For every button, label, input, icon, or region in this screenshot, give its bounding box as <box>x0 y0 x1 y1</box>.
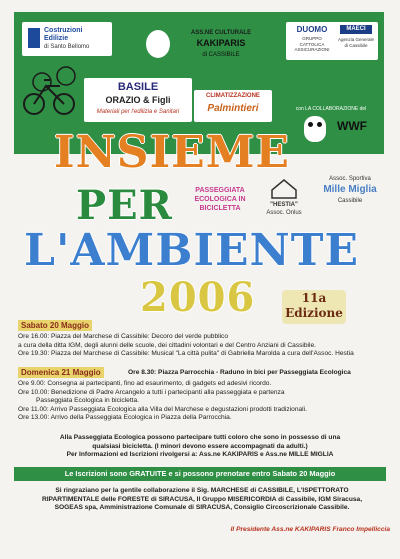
bicycles-icon <box>20 60 82 118</box>
duomo-sub1: GRUPPO CATTOLICA ASSICURAZIONI <box>294 36 330 52</box>
palmintieri-line1: CLIMATIZZAZIONE <box>206 93 260 99</box>
notes-line1: Alla Passeggiata Ecologica possono partecipare tutti coloro che sono in possesso di una <box>59 434 341 441</box>
title-line2: PER <box>76 182 173 229</box>
costruzioni-line2: Edilizie <box>44 35 69 42</box>
duomo-sub2: Agenzia Generale di Cassibile <box>337 37 375 48</box>
basile-logo <box>84 78 192 122</box>
day2-list <box>18 380 388 423</box>
day2-first: Ore 8.30: Piazza Parrocchia - Raduno in bici per Passeggiata Ecologica <box>128 369 351 376</box>
notes-line2: qualsiasi bicicletta. (I minori devono essere accompagnati da adulti.) <box>92 442 308 450</box>
kakiparis-line3: di CASSIBILE <box>202 52 240 58</box>
duomo-brand: DUOMO <box>296 25 328 34</box>
registration-banner: Le Iscrizioni sono GRATUITE e si possono prenotare entro Sabato 20 Maggio <box>14 467 386 481</box>
house-icon <box>270 178 298 200</box>
thanks-line1: Si ringraziano per la gentile collaborazione il Sig. MARCHESE di CASSIBILE, L'ISPETTORATO <box>55 487 349 494</box>
miglia-line3: Cassibile <box>337 198 363 204</box>
ce-mark-icon <box>28 28 40 48</box>
wwf-name: WWF <box>337 119 367 133</box>
subtitle <box>180 186 260 213</box>
costruzioni-line1: Costruzioni <box>44 27 83 34</box>
hestia-logo <box>258 178 310 220</box>
kakiparis-line1: ASS.NE CULTURALE <box>190 30 252 36</box>
kakiparis-logo <box>146 28 266 66</box>
subtitle-line1: PASSEGGIATA <box>195 187 245 194</box>
day1-badge: Sabato 20 Maggio <box>18 320 92 331</box>
signature: Il Presidente Ass.ne KAKIPARIS Franco Impelliccia <box>230 526 390 533</box>
day2-item: Ore 10.00: Benedizione di Padre Arcangelo a tutti i partecipanti alla passeggiata e partenza <box>18 388 285 396</box>
basile-line2: ORAZIO & Figli <box>105 95 171 105</box>
thanks-line2: RIPARTIMENTALE delle FORESTE di SIRACUSA, Il Gruppo MISERICORDIA di Cassibile, IGM Siracusa, <box>41 495 363 503</box>
miglia-line2: Mille Miglia <box>323 184 377 195</box>
thanks-line3: SOGEAS spa, Amministrazione Comunale di SIRACUSA, Consiglio Circoscrizionale Cassibile. <box>54 504 350 512</box>
title-line1: INSIEME <box>54 127 290 178</box>
notes-line3: Per Informazioni ed Iscrizioni rivolgersi a: Ass.ne KAKIPARIS e Ass.ne MILLE MIGLIA <box>66 451 334 459</box>
day1-list <box>18 333 388 359</box>
duomo-logo <box>286 22 378 60</box>
edition-number: 11a <box>301 291 327 305</box>
hestia-name: "HESTIA" <box>270 202 298 208</box>
miglia-logo <box>318 176 382 210</box>
subtitle-line3: BICICLETTA <box>199 205 241 212</box>
kakiparis-line2: KAKIPARIS <box>196 38 246 48</box>
thanks <box>18 487 386 513</box>
day1-item: Ore 19.30: Piazza del Marchese di Cassibile: Musical "La città pulita" di Gabriella Marolda a cura dell'Assoc. Hestia <box>18 350 354 358</box>
day2-item: Ore 13.00: Arrivo della Passeggiata Ecologica in Piazza della Parrocchia. <box>18 414 232 422</box>
notes <box>18 434 382 460</box>
wwf-collab: con LA COLLABORAZIONE del <box>295 106 367 112</box>
edition-word: Edizione <box>285 306 343 320</box>
palmintieri-line2: Palmintieri <box>207 103 259 114</box>
costruzioni-logo <box>22 22 112 56</box>
basile-line3: Materiali per l'edilizia e Sanitari <box>96 109 180 115</box>
day2-item: Ore 9.00: Consegna ai partecipanti, fino ad esaurimento, di gadgets ed adesivi ricordo. <box>18 380 272 387</box>
day2-item: Ore 11.00: Arrivo Passeggiata Ecologica alla Villa del Marchese e degustazioni prodotti tradizionali. <box>18 405 307 413</box>
kakiparis-emblem-icon <box>146 30 170 58</box>
title-year: 2006 <box>140 274 256 321</box>
day2-item: Passeggiata Ecologica in bicicletta. <box>36 397 139 405</box>
subtitle-line2: ECOLOGICA IN <box>194 196 246 203</box>
basile-line1: BASILE <box>117 81 159 93</box>
miglia-line1: Assoc. Sportiva <box>329 176 371 182</box>
maeci-badge: MAECI <box>340 25 372 34</box>
edition-badge <box>282 290 346 324</box>
hestia-sub: Assoc. Onlus <box>266 210 302 216</box>
palmintieri-logo <box>194 90 272 122</box>
costruzioni-line3: di Santo Bellomo <box>44 44 90 50</box>
day2-badge: Domenica 21 Maggio <box>18 367 104 378</box>
day1-item: a cura della ditta IGM, degli alunni delle scuole, dei cittadini volontari e del Centro Anziani di Cassibile. <box>18 341 316 349</box>
day1-item: Ore 16.00: Piazza del Marchese di Cassibile: Decoro del verde pubblico <box>18 333 229 340</box>
title-line3: L'AMBIENTE <box>24 225 360 276</box>
